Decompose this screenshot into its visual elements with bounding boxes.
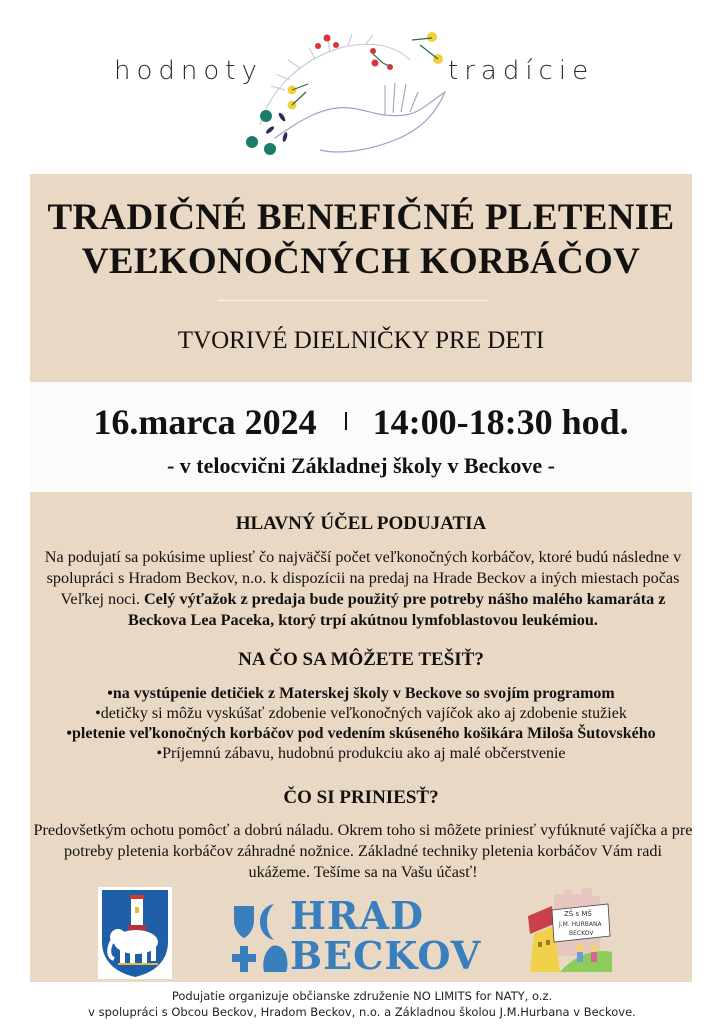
- hrad-beckov-symbols-icon: [232, 900, 292, 976]
- hrad-line-1: HRAD: [290, 893, 424, 938]
- event-subtitle: TVORIVÉ DIELNIČKY PRE DETI: [177, 327, 545, 354]
- hrad-wordmark: [290, 893, 482, 978]
- hand-with-flowers-icon: [230, 20, 460, 165]
- hrad-beckov-logo: [232, 893, 492, 978]
- purpose-text: [32, 547, 694, 631]
- bring-heading: ČO SI PRINIESŤ?: [283, 787, 439, 808]
- look-forward-heading: NA ČO SA MÔŽETE TEŠIŤ?: [238, 649, 484, 670]
- title-line-1: TRADIČNÉ BENEFIČNÉ PLETENIE: [47, 197, 675, 238]
- purpose-text-bold: Celý výťažok z predaja bude použitý pre potreby nášho malého kamaráta z Beckova Lea Paceka, ktorý trpí akútnou lymfoblastovou leukémiou.: [128, 590, 666, 629]
- footer-line-1: Podujatie organizuje občianske združenie NO LIMITS for NATY, o.z.: [171, 989, 553, 1003]
- brand-word-hodnoty: hodnoty: [114, 56, 263, 86]
- header: [0, 0, 724, 174]
- date-time-row: [30, 400, 692, 444]
- hrad-line-2: BECKOV: [290, 933, 482, 978]
- list-item: •Príjemnú zábavu, hudobnú produkciu ako aj malé občerstvenie: [156, 745, 566, 762]
- poster-panel: [30, 174, 692, 982]
- event-date: 16.marca 2024: [93, 402, 317, 442]
- list-item: •na vystúpenie detičiek z Materskej školy v Beckove so svojím programom: [107, 685, 615, 702]
- date-band: [30, 382, 692, 492]
- list-item: •pletenie veľkonočných korbáčov pod vedením skúseného košikára Miloša Šutovského: [66, 725, 656, 742]
- list-item: •detičky si môžu vyskúšať zdobenie veľkonočných vajíčok ako aj zdobenie stužiek: [95, 705, 627, 722]
- event-venue: - v telocvični Základnej školy v Beckove -: [166, 453, 556, 478]
- event-title: [30, 196, 692, 284]
- footer: [0, 988, 724, 1020]
- brand-word-tradicie: tradície: [448, 56, 595, 86]
- school-logo-line-3: BECKOV: [569, 930, 594, 937]
- purpose-heading: HLAVNÝ ÚČEL PODUJATIA: [235, 513, 487, 534]
- school-logo-line-1: ZŠ s MŠ: [564, 910, 592, 918]
- footer-line-2: v spolupráci s Obcou Beckov, Hradom Beckov, n.o. a Základnou školou J.M.Hurbana v Beckove.: [88, 1005, 636, 1019]
- beckov-coat-of-arms-icon: [98, 887, 172, 979]
- purpose-text-regular: Na podujatí sa pokúsime upliesť čo najväčší počet veľkonočných korbáčov, ktoré budú následne v spolupráci s Hradom Beckov, n.o. k dispozícii na predaj na Hrade Beckov a iných miestach počas Veľkej noci.: [44, 548, 682, 608]
- school-logo-icon: [524, 886, 614, 974]
- school-logo-line-2: J.M. HURBANA: [559, 921, 602, 928]
- look-forward-list: [30, 684, 692, 764]
- bring-text: Predovšetkým ochotu pomôcť a dobrú náladu. Okrem toho si môžete priniesť vyfúknuté vajíčka a pre potreby pletenia korbáčov záhradné nožnice. Základné techniky pletenia korbáčov Vám radi ukážeme. Tešíme sa na Vašu účasť!: [33, 821, 693, 881]
- date-time-separator: [345, 412, 347, 430]
- title-line-2: VEĽKONOČNÝCH KORBÁČOV: [81, 241, 641, 282]
- event-time: 14:00-18:30 hod.: [372, 402, 629, 442]
- title-divider: [218, 300, 488, 301]
